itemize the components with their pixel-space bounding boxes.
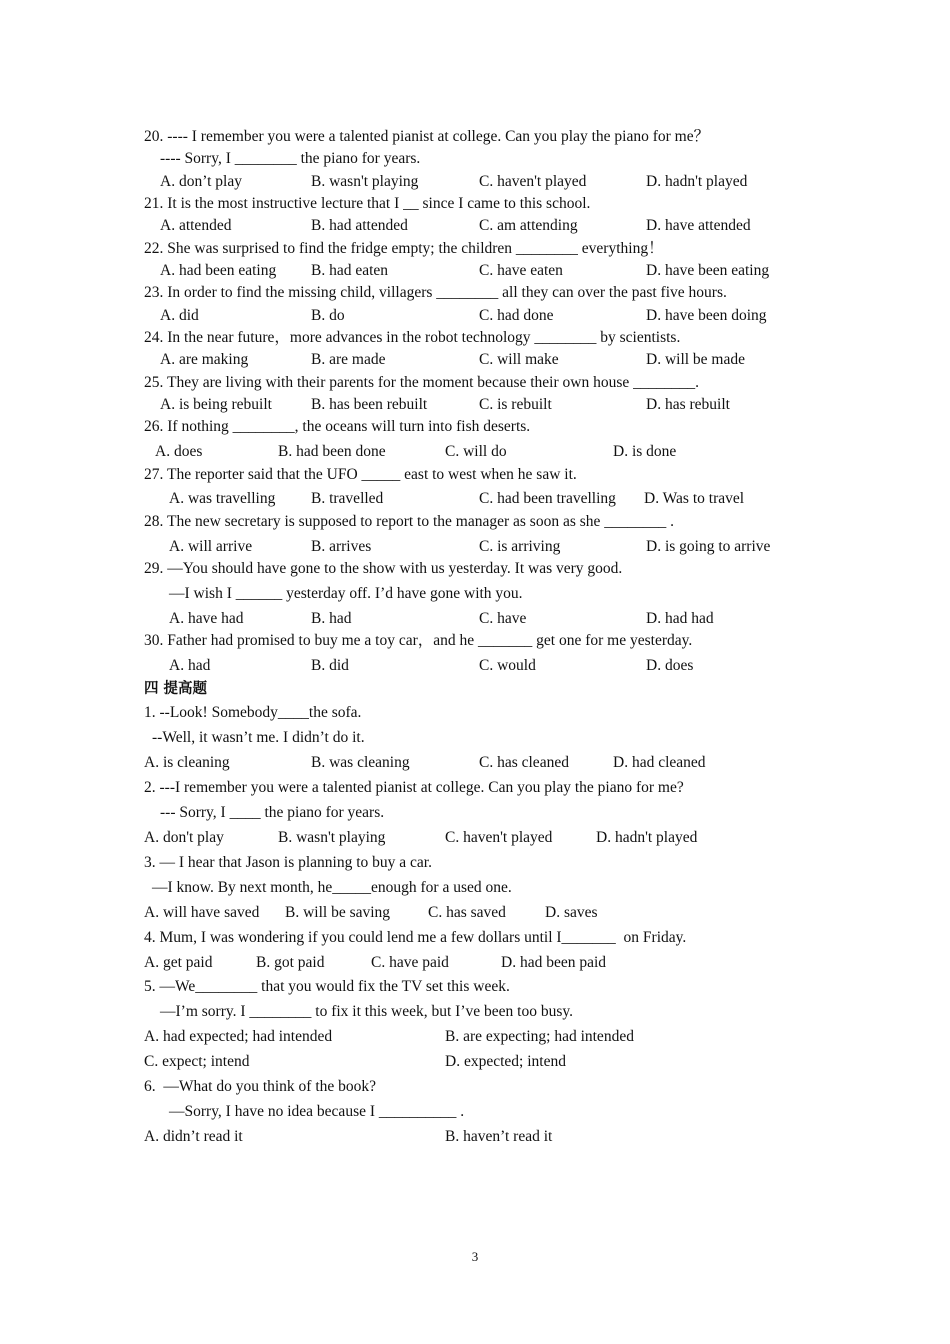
option-a: A. does bbox=[155, 443, 203, 460]
option-d: D. had had bbox=[646, 610, 714, 627]
question-dialogue: --- Sorry, I ____ the piano for years. bbox=[160, 804, 385, 821]
option-d: D. Was to travel bbox=[644, 490, 745, 507]
option-c: C. expect; intend bbox=[144, 1053, 250, 1070]
question-stem: 27. The reporter said that the UFO _____ east to west when he saw it. bbox=[144, 466, 577, 483]
option-c: C. has cleaned bbox=[479, 754, 569, 771]
option-d: D. has rebuilt bbox=[646, 396, 730, 413]
option-c: C. would bbox=[479, 657, 536, 674]
question-dialogue: --Well, it wasn’t me. I didn’t do it. bbox=[152, 729, 365, 746]
option-c: C. is rebuilt bbox=[479, 396, 552, 413]
option-d: D. is going to arrive bbox=[646, 538, 771, 555]
question-stem: 20. ---- I remember you were a talented pianist at college. Can you play the piano for me？ bbox=[144, 128, 710, 145]
question-stem: 26. If nothing ________, the oceans will turn into fish deserts. bbox=[144, 418, 531, 435]
question-stem: 22. She was surprised to find the fridge empty; the children ________ everything！ bbox=[144, 240, 664, 257]
option-b: B. did bbox=[311, 657, 349, 674]
option-a: A. was travelling bbox=[169, 490, 276, 507]
option-b: B. wasn't playing bbox=[278, 829, 386, 846]
option-b: B. had been done bbox=[278, 443, 386, 460]
question-stem: 1. --Look! Somebody____the sofa. bbox=[144, 704, 362, 721]
option-d: D. have attended bbox=[646, 217, 751, 234]
question-stem: 25. They are living with their parents for the moment because their own house ________. bbox=[144, 374, 699, 391]
option-d: D. is done bbox=[613, 443, 677, 460]
option-c: C. have bbox=[479, 610, 527, 627]
option-c: C. is arriving bbox=[479, 538, 561, 555]
option-a: A. will have saved bbox=[144, 904, 260, 921]
option-d: D. have been eating bbox=[646, 262, 770, 279]
option-b: B. had eaten bbox=[311, 262, 389, 279]
option-c: C. have paid bbox=[371, 954, 449, 971]
option-d: D. had been paid bbox=[501, 954, 607, 971]
option-a: A. have had bbox=[169, 610, 244, 627]
option-d: D. will be made bbox=[646, 351, 746, 368]
option-b: B. do bbox=[311, 307, 345, 324]
option-d: D. hadn't played bbox=[646, 173, 748, 190]
question-stem: 3. — I hear that Jason is planning to buy a car. bbox=[144, 854, 432, 871]
option-b: B. was cleaning bbox=[311, 754, 410, 771]
option-d: D. had cleaned bbox=[613, 754, 706, 771]
option-b: B. had bbox=[311, 610, 352, 627]
option-a: A. had expected; had intended bbox=[144, 1028, 333, 1045]
option-a: A. did bbox=[160, 307, 199, 324]
option-b: B. travelled bbox=[311, 490, 384, 507]
option-a: A. don’t play bbox=[160, 173, 242, 190]
question-stem: 29. —You should have gone to the show with us yesterday. It was very good. bbox=[144, 560, 623, 577]
option-a: A. is cleaning bbox=[144, 754, 230, 771]
option-c: C. have eaten bbox=[479, 262, 563, 279]
question-stem: 28. The new secretary is supposed to report to the manager as soon as she ________ . bbox=[144, 513, 675, 530]
option-b: B. are expecting; had intended bbox=[445, 1028, 634, 1045]
option-b: B. will be saving bbox=[285, 904, 391, 921]
question-stem: 24. In the near future，more advances in the robot technology ________ by scientists. bbox=[144, 329, 681, 346]
question-stem: 23. In order to find the missing child, villagers ________ all they can over the past five hours. bbox=[144, 284, 727, 301]
question-stem: 2. ---I remember you were a talented pianist at college. Can you play the piano for me? bbox=[144, 779, 684, 796]
question-stem: 21. It is the most instructive lecture that I __ since I came to this school. bbox=[144, 195, 591, 212]
option-b: B. wasn't playing bbox=[311, 173, 419, 190]
option-a: A. didn’t read it bbox=[144, 1128, 243, 1145]
option-b: B. had attended bbox=[311, 217, 408, 234]
option-d: D. have been doing bbox=[646, 307, 767, 324]
option-d: D. hadn't played bbox=[596, 829, 698, 846]
question-dialogue: ---- Sorry, I ________ the piano for years. bbox=[160, 150, 421, 167]
option-b: B. arrives bbox=[311, 538, 372, 555]
question-stem: 5. —We________ that you would fix the TV set this week. bbox=[144, 978, 510, 995]
option-c: C. will make bbox=[479, 351, 559, 368]
option-b: B. got paid bbox=[256, 954, 325, 971]
option-c: C. haven't played bbox=[479, 173, 587, 190]
question-stem: 4. Mum, I was wondering if you could lend me a few dollars until I_______ on Friday. bbox=[144, 929, 687, 946]
option-c: C. had been travelling bbox=[479, 490, 616, 507]
question-dialogue: —I’m sorry. I ________ to fix it this week, but I’ve been too busy. bbox=[160, 1003, 573, 1020]
option-a: A. had been eating bbox=[160, 262, 277, 279]
option-b: B. has been rebuilt bbox=[311, 396, 428, 413]
question-stem: 6. —What do you think of the book? bbox=[144, 1078, 377, 1095]
option-c: C. will do bbox=[445, 443, 507, 460]
option-d: D. does bbox=[646, 657, 694, 674]
option-b: B. haven’t read it bbox=[445, 1128, 553, 1145]
question-dialogue: —Sorry, I have no idea because I __________ . bbox=[169, 1103, 465, 1120]
question-stem: 30. Father had promised to buy me a toy car，and he _______ get one for me yesterday. bbox=[144, 632, 693, 649]
option-c: C. haven't played bbox=[445, 829, 553, 846]
option-a: A. get paid bbox=[144, 954, 213, 971]
option-b: B. are made bbox=[311, 351, 386, 368]
section-heading: 四 提高题 bbox=[144, 681, 208, 697]
option-a: A. attended bbox=[160, 217, 232, 234]
option-d: D. saves bbox=[545, 904, 598, 921]
option-c: C. had done bbox=[479, 307, 554, 324]
option-a: A. had bbox=[169, 657, 211, 674]
option-c: C. has saved bbox=[428, 904, 506, 921]
option-a: A. are making bbox=[160, 351, 249, 368]
question-dialogue: —I wish I ______ yesterday off. I’d have gone with you. bbox=[169, 585, 523, 602]
option-a: A. don't play bbox=[144, 829, 224, 846]
option-c: C. am attending bbox=[479, 217, 578, 234]
page-number: 3 bbox=[471, 1249, 479, 1264]
option-a: A. will arrive bbox=[169, 538, 253, 555]
option-d: D. expected; intend bbox=[445, 1053, 566, 1070]
option-a: A. is being rebuilt bbox=[160, 396, 272, 413]
question-dialogue: —I know. By next month, he_____enough for a used one. bbox=[152, 879, 512, 896]
